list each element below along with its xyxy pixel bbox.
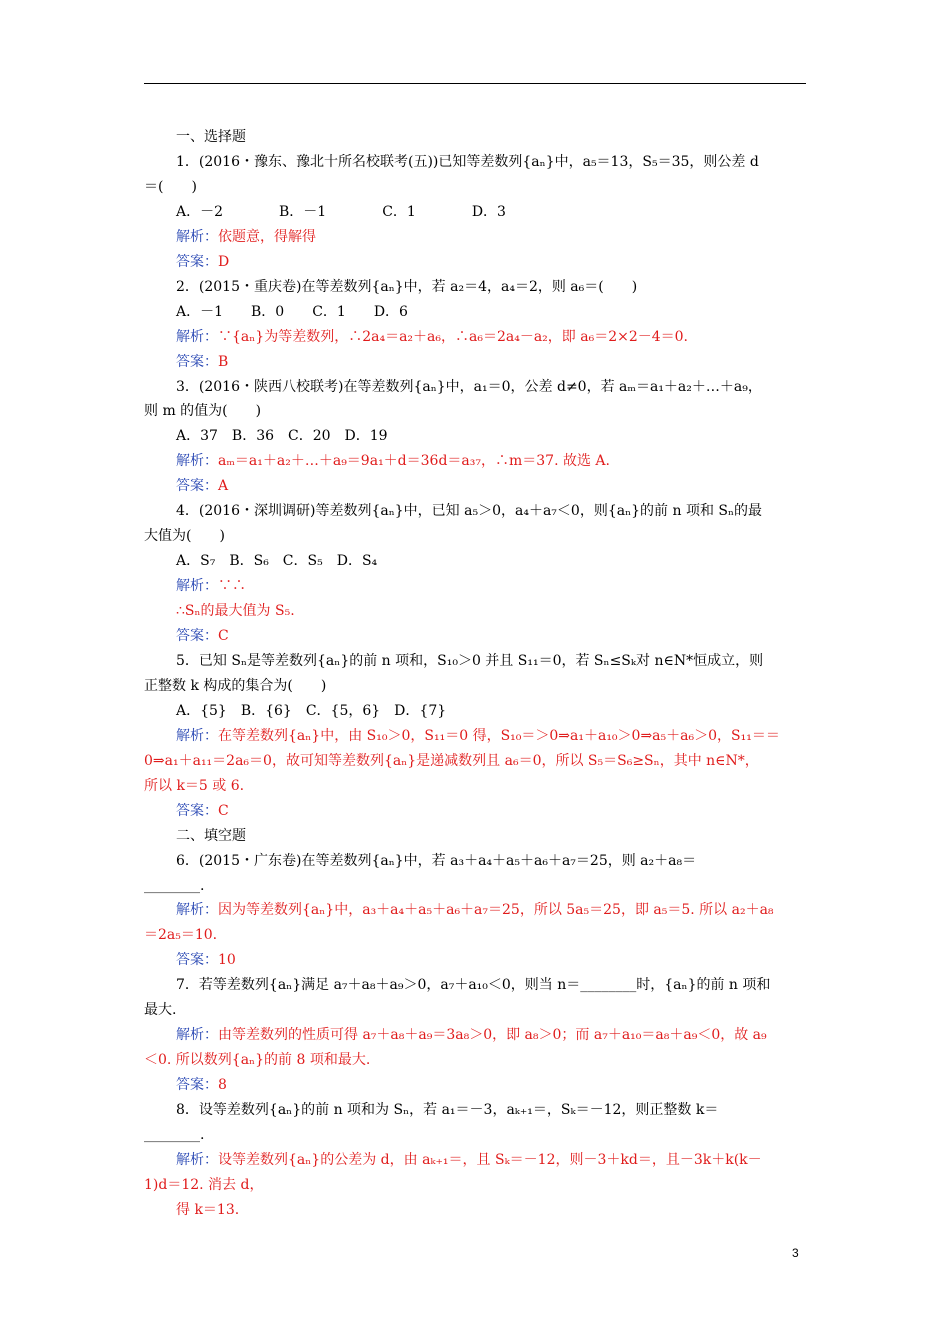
text-line (176, 601, 295, 621)
solution-text: 由等差数列的性质可得 a₇＋a₈＋a₉＝3a₈＞0，即 a₈＞0；而 a₇＋a₁₀＝a₈＋a₉＜0，故 a₉ (218, 1027, 767, 1044)
answer-label: 解析： (176, 1027, 218, 1044)
solution-text: ∵∴ (218, 578, 246, 595)
question-text: A．37 B．36 C．20 D．19 (176, 428, 388, 445)
text-line (176, 1150, 762, 1170)
solution-text: B (218, 353, 229, 370)
text-line (176, 227, 316, 247)
question-text: A．S₇ B．S₆ C．S₅ D．S₄ (176, 553, 378, 570)
question-text: 4．(2016・深圳调研)等差数列{aₙ}中，已知 a₅＞0，a₄＋a₇＜0，则{aₙ}的前 n 项和 Sₙ的最 (176, 503, 763, 520)
solution-text: 依题意，得解得 (218, 228, 316, 245)
text-line (176, 1200, 239, 1220)
solution-text: 0⇒a₁＋a₁₁＝2a₆＝0，故可知等差数列{aₙ}是递减数列且 a₆＝0，所以 S₅＝S₆≥Sₙ，其中 n∈N*， (144, 752, 759, 769)
text-line (176, 1100, 718, 1120)
solution-text: 在等差数列{aₙ}中，由 S₁₀＞0，S₁₁＝0 得，S₁₀＝＞0⇒a₁＋a₁₀＞0⇒a₅＋a₆＞0，S₁₁＝＝ (218, 727, 780, 744)
text-line (176, 851, 696, 871)
question-text: 二、填空题 (176, 827, 246, 844)
solution-text: A (218, 478, 229, 495)
solution-text: ∵{aₙ}为等差数列，∴2a₄＝a₂＋a₆，∴a₆＝2a₄－a₂，即 a₆＝2×2－4＝0. (218, 328, 689, 345)
question-text: ________. (144, 1127, 205, 1143)
text-line (176, 626, 229, 646)
text-line (176, 277, 637, 297)
solution-text: ∴Sₙ的最大值为 S₅. (176, 603, 295, 619)
solution-text: 因为等差数列{aₙ}中，a₃＋a₄＋a₅＋a₆＋a₇＝25，所以 5a₅＝25，即 a₅＝5. 所以 a₂＋a₈ (218, 902, 774, 919)
text-line (176, 826, 246, 846)
text-line (144, 751, 759, 771)
text-line (176, 501, 762, 521)
answer-label: 答案： (176, 478, 218, 495)
solution-text: 10 (218, 952, 236, 969)
solution-text: 1)d＝12. 消去 d， (144, 1176, 264, 1193)
text-line (176, 576, 246, 596)
text-line (144, 177, 197, 197)
text-line (144, 876, 204, 896)
text-line (176, 302, 408, 322)
answer-label: 解析： (176, 228, 218, 245)
solution-text: 8 (218, 1077, 227, 1094)
text-line (176, 551, 377, 571)
answer-label: 答案： (176, 353, 218, 370)
answer-label: 解析： (176, 902, 218, 919)
question-text: 7．若等差数列{aₙ}满足 a₇＋a₈＋a₉＞0，a₇＋a₁₀＜0，则当 n＝________时，{aₙ}的前 n 项和 (176, 977, 771, 994)
text-line (176, 651, 763, 671)
answer-label: 解析： (176, 328, 218, 345)
text-line (144, 676, 326, 696)
text-line (176, 127, 246, 147)
text-line (176, 252, 229, 272)
answer-label: 解析： (176, 727, 218, 744)
text-line (144, 1175, 263, 1195)
text-line (176, 451, 610, 471)
answer-label: 答案： (176, 628, 218, 644)
text-line (144, 925, 217, 945)
text-line (176, 352, 228, 372)
header-rule (144, 83, 806, 84)
question-text: 最大. (144, 1002, 177, 1019)
text-line (144, 526, 225, 546)
text-line (144, 1000, 176, 1020)
text-line (176, 377, 762, 397)
solution-text: ＝2a₅＝10. (144, 927, 218, 944)
question-text: 8．设等差数列{aₙ}的前 n 项和为 Sₙ，若 a₁＝－3，aₖ₊₁＝，Sₖ＝－12，则正整数 k＝ (176, 1102, 719, 1118)
question-text: ＝( ) (144, 178, 197, 195)
text-line (176, 701, 446, 721)
question-text: 1．(2016・豫东、豫北十所名校联考(五))已知等差数列{aₙ}中，a₅＝13，S₅＝35，则公差 d (176, 153, 759, 170)
answer-label: 解析： (176, 578, 218, 595)
question-text: A．－1 B．0 C．1 D．6 (176, 303, 408, 320)
text-line (144, 1125, 204, 1145)
answer-label: 答案： (176, 1077, 218, 1094)
text-line (176, 950, 236, 970)
solution-text: C (218, 628, 229, 644)
solution-text: aₘ＝a₁＋a₂＋…＋a₉＝9a₁＋d＝36d＝a₃₇，∴m＝37. 故选 A. (218, 453, 610, 470)
text-line (176, 327, 688, 347)
text-line (176, 476, 228, 496)
text-line (176, 426, 388, 446)
solution-text: 得 k＝13. (176, 1201, 240, 1218)
text-line (176, 202, 506, 222)
solution-text: ＜0. 所以数列{aₙ}的前 8 项和最大. (144, 1052, 371, 1069)
question-text: ________. (144, 877, 205, 894)
question-text: A．－2 B．－1 C．1 D．3 (176, 203, 506, 220)
solution-text: C (218, 802, 229, 819)
question-text: 正整数 k 构成的集合为( ) (144, 677, 327, 694)
text-line (144, 776, 244, 796)
answer-label: 答案： (176, 802, 218, 819)
text-line (176, 900, 774, 920)
question-text: 2．(2015・重庆卷)在等差数列{aₙ}中，若 a₂＝4，a₄＝2，则 a₆＝( ) (176, 278, 638, 295)
text-line (176, 1025, 767, 1045)
text-line (176, 152, 759, 172)
text-line (176, 801, 229, 821)
text-line (176, 975, 770, 995)
answer-label: 答案： (176, 253, 218, 270)
text-line (144, 1050, 370, 1070)
solution-text: D (218, 253, 230, 270)
question-text: 则 m 的值为( ) (144, 403, 262, 420)
text-line (176, 1075, 227, 1095)
question-text: 6．(2015・广东卷)在等差数列{aₙ}中，若 a₃＋a₄＋a₅＋a₆＋a₇＝25，则 a₂＋a₈＝ (176, 852, 697, 869)
question-text: A．{5} B．{6} C．{5，6} D．{7} (176, 702, 447, 719)
question-text: 大值为( ) (144, 528, 225, 545)
question-text: 5．已知 Sₙ是等差数列{aₙ}的前 n 项和，S₁₀＞0 并且 S₁₁＝0，若 Sₙ≤Sₖ对 n∈N*恒成立，则 (176, 652, 764, 669)
question-text: 3．(2016・陕西八校联考)在等差数列{aₙ}中，a₁＝0，公差 d≠0，若 aₘ＝a₁＋a₂＋…＋a₉， (176, 378, 762, 395)
answer-label: 答案： (176, 952, 218, 969)
page-number: 3 (792, 1246, 799, 1260)
text-line (144, 401, 261, 421)
answer-label: 解析： (176, 453, 218, 470)
text-line (176, 726, 780, 746)
question-text: 一、选择题 (176, 129, 246, 145)
solution-text: 设等差数列{aₙ}的公差为 d，由 aₖ₊₁＝，且 Sₖ＝－12，则－3＋kd＝，且－3k＋k(k－ (218, 1151, 762, 1168)
answer-label: 解析： (176, 1151, 218, 1168)
solution-text: 所以 k＝5 或 6. (144, 777, 245, 794)
